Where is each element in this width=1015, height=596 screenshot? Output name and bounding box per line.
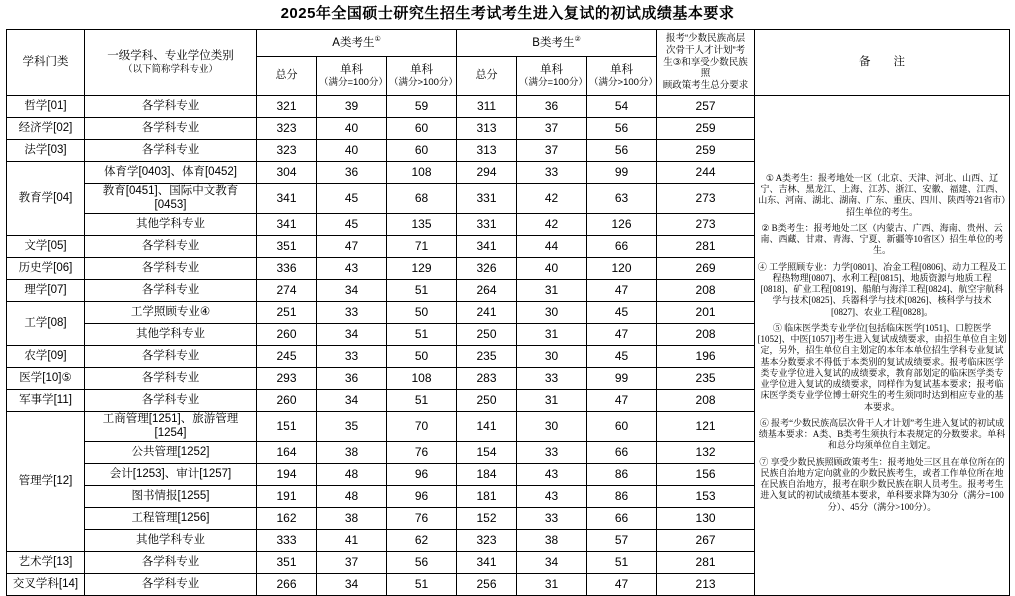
row-b-total: 313 (457, 118, 517, 140)
row-a-single-100: 45 (317, 213, 387, 235)
row-a-total: 351 (257, 551, 317, 573)
row-category: 艺术学[13] (7, 551, 85, 573)
header-minority-line4: 顾政策考生总分要求 (662, 80, 749, 92)
row-a-single-over100: 108 (387, 367, 457, 389)
row-major: 公共管理[1252] (85, 441, 257, 463)
row-b-single-100: 40 (517, 257, 587, 279)
row-b-single-over100: 86 (587, 463, 657, 485)
row-category: 管理学[12] (7, 411, 85, 551)
header-b-single-100 (517, 57, 587, 96)
row-minority-total: 196 (657, 345, 755, 367)
row-b-total: 250 (457, 323, 517, 345)
row-a-single-100: 34 (317, 279, 387, 301)
header-major-line1: 一级学科、专业学位类别 (107, 50, 234, 63)
row-b-single-100: 37 (517, 118, 587, 140)
row-major: 各学科专业 (85, 551, 257, 573)
score-requirements-table (6, 29, 1010, 596)
row-a-total: 194 (257, 463, 317, 485)
header-b-total: 总分 (457, 57, 517, 96)
row-minority-total: 235 (657, 367, 755, 389)
row-a-single-100: 41 (317, 529, 387, 551)
remark-item-5: ⑥ 报考“少数民族高层次骨干人才计划”考生进入复试的初试成绩基本要求：A类、B类考生须执行本表规定的分数要求。单科和总分均须单位自主划定。 (758, 417, 1006, 451)
header-group-b (457, 30, 657, 57)
row-b-total: 341 (457, 551, 517, 573)
row-a-single-over100: 51 (387, 573, 457, 595)
row-minority-total: 208 (657, 279, 755, 301)
row-b-total: 264 (457, 279, 517, 301)
row-category: 教育学[04] (7, 162, 85, 236)
row-a-single-100: 34 (317, 389, 387, 411)
row-b-total: 235 (457, 345, 517, 367)
row-a-total: 323 (257, 140, 317, 162)
row-a-total: 293 (257, 367, 317, 389)
row-a-total: 260 (257, 389, 317, 411)
header-group-a-sup: ① (374, 35, 381, 43)
row-a-single-over100: 60 (387, 118, 457, 140)
row-b-single-100: 38 (517, 529, 587, 551)
row-minority-total: 130 (657, 507, 755, 529)
row-major: 各学科专业 (85, 389, 257, 411)
row-a-single-over100: 108 (387, 162, 457, 184)
row-b-total: 283 (457, 367, 517, 389)
row-a-single-over100: 56 (387, 551, 457, 573)
header-a-single-over100-note: （满分>100分） (389, 77, 458, 89)
row-b-single-100: 42 (517, 213, 587, 235)
row-b-single-over100: 45 (587, 301, 657, 323)
row-b-total: 154 (457, 441, 517, 463)
row-minority-total: 213 (657, 573, 755, 595)
row-a-single-100: 36 (317, 367, 387, 389)
row-b-single-100: 30 (517, 345, 587, 367)
row-b-single-100: 33 (517, 507, 587, 529)
row-b-single-over100: 99 (587, 162, 657, 184)
row-a-single-over100: 68 (387, 184, 457, 214)
row-a-total: 321 (257, 96, 317, 118)
row-a-single-100: 33 (317, 301, 387, 323)
header-b-single-100-note: （满分=100分） (519, 77, 588, 89)
row-minority-total: 208 (657, 389, 755, 411)
row-a-single-100: 35 (317, 411, 387, 441)
row-a-single-100: 45 (317, 184, 387, 214)
row-b-single-over100: 51 (587, 551, 657, 573)
row-b-single-100: 43 (517, 463, 587, 485)
row-a-single-100: 38 (317, 507, 387, 529)
header-group-a-label: A类考生 (332, 36, 375, 49)
row-b-total: 331 (457, 184, 517, 214)
row-a-single-100: 39 (317, 96, 387, 118)
row-b-single-over100: 57 (587, 529, 657, 551)
row-b-total: 141 (457, 411, 517, 441)
row-a-single-100: 48 (317, 485, 387, 507)
row-major: 其他学科专业 (85, 213, 257, 235)
row-a-total: 333 (257, 529, 317, 551)
row-b-total: 256 (457, 573, 517, 595)
header-minority-line3: 生③和享受少数民族照 (663, 56, 748, 80)
row-major: 其他学科专业 (85, 529, 257, 551)
row-a-single-over100: 51 (387, 389, 457, 411)
row-b-total: 341 (457, 235, 517, 257)
row-a-single-over100: 76 (387, 441, 457, 463)
remark-item-6: ⑦ 享受少数民族照顾政策考生：报考地处三区且在单位所在的民族自治地方定向就业的少数民族考生，或者工作单位所在地在民族自治地方，报考在职少数民族在职人员考生。报考考生进入复试的初试成绩基本要求，单科要求降为30分（满分=100分）、45分（满分>100分）。 (759, 456, 1005, 512)
row-b-single-over100: 54 (587, 96, 657, 118)
row-b-total: 250 (457, 389, 517, 411)
row-b-single-100: 42 (517, 184, 587, 214)
row-b-single-over100: 120 (587, 257, 657, 279)
header-group-a (257, 30, 457, 57)
row-major: 工程管理[1256] (85, 507, 257, 529)
row-a-single-over100: 96 (387, 485, 457, 507)
row-a-total: 266 (257, 573, 317, 595)
page-title: 2025年全国硕士研究生招生考试考生进入复试的初试成绩基本要求 (280, 5, 735, 22)
row-major: 工商管理[1251]、旅游管理[1254] (85, 411, 257, 441)
row-b-single-100: 43 (517, 485, 587, 507)
row-a-single-over100: 135 (387, 213, 457, 235)
table-row (7, 96, 1010, 118)
row-b-single-100: 44 (517, 235, 587, 257)
row-a-single-over100: 71 (387, 235, 457, 257)
remark-item-2: ② B类考生：报考地处二区（内蒙古、广西、海南、贵州、云南、西藏、甘肃、青海、宁夏、新疆等10省区）招生单位的考生。 (760, 222, 1004, 256)
row-a-single-100: 43 (317, 257, 387, 279)
header-a-single-over100-label: 单科 (410, 63, 433, 76)
row-category: 医学[10]⑤ (7, 367, 85, 389)
row-major: 各学科专业 (85, 96, 257, 118)
row-major: 各学科专业 (85, 235, 257, 257)
row-b-total: 152 (457, 507, 517, 529)
row-a-total: 245 (257, 345, 317, 367)
row-a-single-over100: 76 (387, 507, 457, 529)
row-a-total: 151 (257, 411, 317, 441)
row-b-single-over100: 56 (587, 140, 657, 162)
row-a-total: 304 (257, 162, 317, 184)
remarks-cell (755, 96, 1010, 596)
row-a-single-100: 37 (317, 551, 387, 573)
header-minority-line2: 次骨干人才计划”考 (665, 44, 746, 56)
row-minority-total: 281 (657, 551, 755, 573)
row-minority-total: 132 (657, 441, 755, 463)
row-a-single-100: 34 (317, 573, 387, 595)
row-b-single-100: 31 (517, 573, 587, 595)
header-a-single-100 (317, 57, 387, 96)
row-b-single-over100: 56 (587, 118, 657, 140)
row-minority-total: 208 (657, 323, 755, 345)
row-major: 各学科专业 (85, 279, 257, 301)
row-b-single-100: 30 (517, 301, 587, 323)
row-b-single-over100: 86 (587, 485, 657, 507)
row-b-single-100: 33 (517, 441, 587, 463)
row-minority-total: 201 (657, 301, 755, 323)
row-b-single-100: 34 (517, 551, 587, 573)
row-a-single-over100: 70 (387, 411, 457, 441)
row-category: 经济学[02] (7, 118, 85, 140)
row-b-single-over100: 63 (587, 184, 657, 214)
row-major: 各学科专业 (85, 367, 257, 389)
row-category: 工学[08] (7, 301, 85, 345)
row-major: 各学科专业 (85, 118, 257, 140)
row-b-single-over100: 66 (587, 235, 657, 257)
row-a-single-100: 33 (317, 345, 387, 367)
header-b-single-over100-note: （满分>100分） (589, 77, 658, 89)
row-minority-total: 269 (657, 257, 755, 279)
header-minority-plan (657, 30, 755, 96)
header-minority-line1: 报考“少数民族高层 (665, 32, 746, 44)
row-minority-total: 153 (657, 485, 755, 507)
row-b-single-over100: 99 (587, 367, 657, 389)
row-minority-total: 267 (657, 529, 755, 551)
row-major: 各学科专业 (85, 257, 257, 279)
row-b-single-over100: 66 (587, 507, 657, 529)
header-a-total: 总分 (257, 57, 317, 96)
row-a-total: 336 (257, 257, 317, 279)
header-major (85, 30, 257, 96)
row-minority-total: 257 (657, 96, 755, 118)
row-a-single-over100: 51 (387, 323, 457, 345)
header-category: 学科门类 (7, 30, 85, 96)
row-b-single-over100: 45 (587, 345, 657, 367)
row-minority-total: 244 (657, 162, 755, 184)
row-b-total: 311 (457, 96, 517, 118)
row-major: 图书情报[1255] (85, 485, 257, 507)
row-a-single-100: 40 (317, 140, 387, 162)
row-category: 哲学[01] (7, 96, 85, 118)
row-a-single-over100: 51 (387, 279, 457, 301)
row-a-total: 191 (257, 485, 317, 507)
header-b-single-100-label: 单科 (540, 63, 564, 76)
row-major: 教育[0451]、国际中文教育[0453] (85, 184, 257, 214)
row-major: 各学科专业 (85, 140, 257, 162)
row-b-single-over100: 47 (587, 389, 657, 411)
row-a-total: 274 (257, 279, 317, 301)
row-b-single-100: 33 (517, 162, 587, 184)
row-b-single-over100: 47 (587, 279, 657, 301)
row-a-total: 260 (257, 323, 317, 345)
remark-item-4: ⑤ 临床医学类专业学位[包括临床医学[1051]、口腔医学[1052]、中医[1057]]考生进入复试成绩要求，由招生单位自主划定，另外，招生单位自主划定的本年本单位招生学科专业复试基本分数要求不得低于本类别的复试成绩要求。报考临床医学类专业学位进入复试的成绩要求，教育部划定的临床医学类专业学位进入复试的成绩要求，同样作为复试基本要求；报考临床医学类专业学位博士研究生的考生须同时达到相应专业的基本要求。 (757, 322, 1007, 412)
row-b-total: 326 (457, 257, 517, 279)
row-category: 文学[05] (7, 235, 85, 257)
row-category: 农学[09] (7, 345, 85, 367)
row-b-single-100: 36 (517, 96, 587, 118)
header-a-single-100-note: （满分=100分） (319, 77, 388, 89)
row-b-total: 241 (457, 301, 517, 323)
row-b-single-100: 33 (517, 367, 587, 389)
row-a-total: 162 (257, 507, 317, 529)
row-minority-total: 156 (657, 463, 755, 485)
row-category: 法学[03] (7, 140, 85, 162)
row-a-total: 323 (257, 118, 317, 140)
row-major: 会计[1253]、审计[1257] (85, 463, 257, 485)
row-b-single-over100: 47 (587, 573, 657, 595)
row-b-total: 294 (457, 162, 517, 184)
row-minority-total: 273 (657, 184, 755, 214)
row-a-single-over100: 96 (387, 463, 457, 485)
row-a-single-100: 38 (317, 441, 387, 463)
row-minority-total: 273 (657, 213, 755, 235)
row-b-single-over100: 60 (587, 411, 657, 441)
remark-item-1: ① A类考生：报考地处一区（北京、天津、河北、山西、辽宁、吉林、黑龙江、上海、江苏、浙江、安徽、福建、江西、山东、河南、湖北、湖南、广东、重庆、四川、陕西等21省市）招生单位的考生。 (758, 172, 1006, 217)
row-category: 军事学[11] (7, 389, 85, 411)
row-a-single-100: 36 (317, 162, 387, 184)
row-a-single-100: 34 (317, 323, 387, 345)
row-category: 交叉学科[14] (7, 573, 85, 595)
row-b-total: 323 (457, 529, 517, 551)
row-a-single-over100: 59 (387, 96, 457, 118)
row-minority-total: 259 (657, 140, 755, 162)
row-a-total: 341 (257, 213, 317, 235)
row-a-single-over100: 50 (387, 345, 457, 367)
remark-item-3: ④ 工学照顾专业：力学[0801]、冶金工程[0806]、动力工程及工程热物理[0807]、水利工程[0815]、地质资源与地质工程[0818]、矿业工程[0819]、船舶与海洋工程[0824]、航空宇航科学与技术[0825]、兵器科学与技术[0826]、核科学与技术[0827]、农业工程[0828]。 (757, 261, 1007, 317)
row-a-single-100: 40 (317, 118, 387, 140)
header-a-single-100-label: 单科 (340, 63, 363, 76)
row-b-single-100: 31 (517, 323, 587, 345)
row-a-total: 351 (257, 235, 317, 257)
row-b-total: 313 (457, 140, 517, 162)
row-b-single-100: 31 (517, 279, 587, 301)
row-b-single-100: 30 (517, 411, 587, 441)
row-major: 工学照顾专业④ (85, 301, 257, 323)
row-b-total: 331 (457, 213, 517, 235)
header-group-b-label: B类考生 (532, 36, 575, 49)
row-a-total: 341 (257, 184, 317, 214)
header-b-single-over100 (587, 57, 657, 96)
table-header-row-1 (7, 30, 1010, 57)
row-major: 各学科专业 (85, 345, 257, 367)
header-major-line2: （以下简称学科专业） (122, 63, 218, 75)
row-minority-total: 281 (657, 235, 755, 257)
row-major: 体育学[0403]、体育[0452] (85, 162, 257, 184)
row-a-single-over100: 60 (387, 140, 457, 162)
row-a-single-over100: 62 (387, 529, 457, 551)
row-major: 各学科专业 (85, 573, 257, 595)
row-b-single-over100: 66 (587, 441, 657, 463)
row-b-single-over100: 126 (587, 213, 657, 235)
row-a-single-over100: 50 (387, 301, 457, 323)
header-group-b-sup: ② (574, 35, 581, 43)
row-a-single-over100: 129 (387, 257, 457, 279)
row-b-single-100: 37 (517, 140, 587, 162)
row-a-single-100: 47 (317, 235, 387, 257)
row-b-single-over100: 47 (587, 323, 657, 345)
row-a-total: 164 (257, 441, 317, 463)
header-a-single-over100 (387, 57, 457, 96)
row-category: 理学[07] (7, 279, 85, 301)
row-b-total: 184 (457, 463, 517, 485)
header-remark: 备 注 (755, 30, 1010, 96)
row-b-total: 181 (457, 485, 517, 507)
row-a-total: 251 (257, 301, 317, 323)
header-b-single-over100-label: 单科 (610, 63, 634, 76)
row-category: 历史学[06] (7, 257, 85, 279)
row-minority-total: 121 (657, 411, 755, 441)
row-a-single-100: 48 (317, 463, 387, 485)
row-major: 其他学科专业 (85, 323, 257, 345)
row-b-single-100: 31 (517, 389, 587, 411)
row-minority-total: 259 (657, 118, 755, 140)
